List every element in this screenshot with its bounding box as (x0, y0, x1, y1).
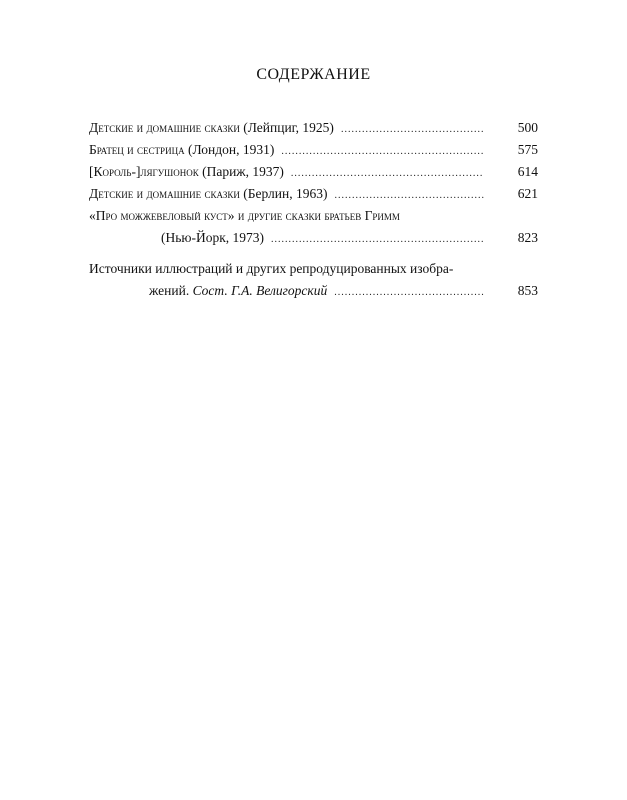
toc-entry-page: 621 (517, 186, 538, 201)
toc-entry-leipzig-1925[interactable] (89, 117, 538, 139)
compiler-credit: Сост. Г.А. Велигорский (192, 283, 328, 298)
dot-leader (281, 141, 484, 163)
toc-entry-paris-1937[interactable] (89, 161, 538, 183)
dot-leader (341, 119, 484, 141)
toc-entry-new-york-1973[interactable] (89, 205, 538, 249)
toc-entry-title-line1: Источники иллюстраций и других репродуцированных изобра- (89, 261, 454, 276)
toc-entry-page: 575 (517, 142, 538, 157)
toc-entry-page: 853 (517, 283, 538, 298)
toc-entry-title: Детские и домашние сказки (Берлин, 1963) (89, 186, 328, 201)
dot-leader (334, 185, 484, 207)
toc-entry-title: Детские и домашние сказки (Лейпциг, 1925) (89, 120, 334, 135)
toc-entry-page: 500 (517, 120, 538, 135)
toc-entry-title: Братец и сестрица (Лондон, 1931) (89, 142, 275, 157)
toc-entry-illustration-sources[interactable] (89, 258, 538, 302)
toc-entry-berlin-1963[interactable] (89, 183, 538, 205)
toc-entry-title-line2: (Нью-Йорк, 1973) ..... 823 (89, 227, 538, 249)
toc-entry-page: 614 (517, 164, 538, 179)
toc-entry-page: 823 (517, 230, 538, 245)
page-title: СОДЕРЖАНИЕ (256, 66, 371, 83)
toc-entry-title: [Король-]лягушонок (Париж, 1937) (89, 164, 284, 179)
dot-leader (334, 282, 484, 304)
toc-entry-london-1931[interactable] (89, 139, 538, 161)
toc-entry-title-line2: жений. Сост. Г.А. Велигорский ..... 853 (89, 280, 538, 302)
dot-leader (291, 163, 484, 185)
toc-entry-title-line1: «Про можжевеловый куст» и другие сказки братьев Гримм (89, 208, 400, 223)
dot-leader (271, 229, 484, 251)
table-of-contents (89, 117, 538, 302)
